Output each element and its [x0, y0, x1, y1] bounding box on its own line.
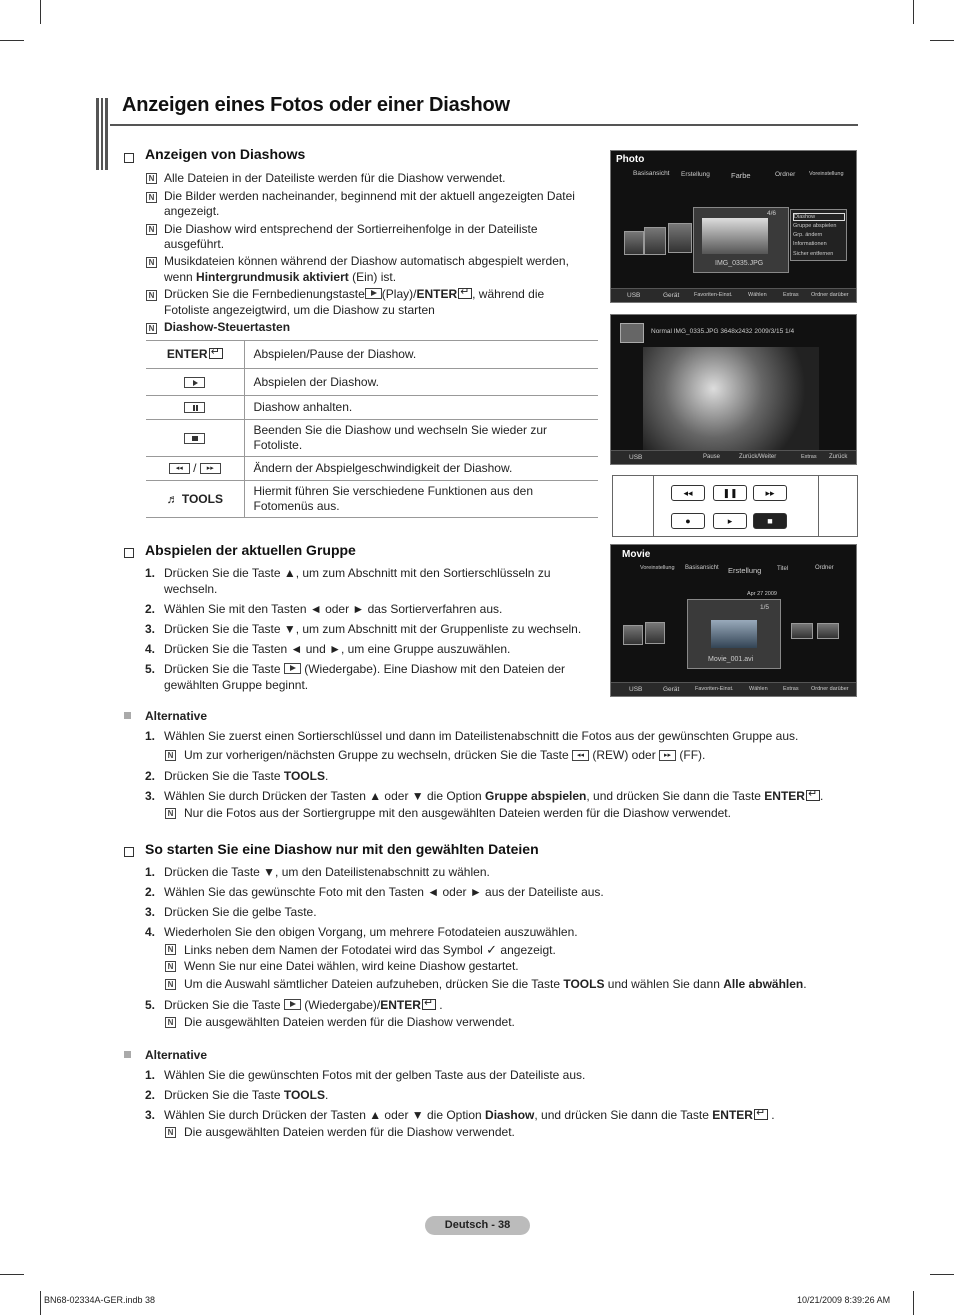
image-info: Normal IMG_0335.JPG 3648x2432 2009/3/15 1/4 — [651, 328, 795, 335]
pause-button-icon — [184, 402, 205, 413]
bar-label: Extras — [783, 686, 799, 692]
header-rule — [110, 124, 858, 126]
note: ausgeführt. — [164, 237, 225, 251]
step: Drücken Sie die Taste ▼, um zum Abschnitt mit der Gruppenliste zu wechseln. — [164, 622, 582, 636]
note: Die Diashow wird entsprechend der Sortierreihenfolge in der Dateiliste — [164, 222, 538, 236]
step-number: 5. — [145, 998, 156, 1012]
bar-label: Favoriten-Einst. — [694, 292, 733, 298]
rew-button-icon: ◂◂ — [169, 463, 190, 474]
note-icon: N — [165, 750, 176, 761]
bar-label: Extras — [801, 454, 817, 460]
stop-button-icon — [184, 433, 205, 444]
table-cell: Abspielen der Diashow. — [244, 369, 598, 396]
thumbnail — [624, 231, 644, 255]
step-number: 1. — [145, 1068, 156, 1082]
section-heading-selected: So starten Sie eine Diashow nur mit den gewählten Dateien — [145, 841, 539, 857]
note-icon: N — [165, 961, 176, 972]
screen-tab: Basisansicht — [633, 170, 670, 177]
table-cell: Diashow anhalten. — [244, 396, 598, 420]
note-icon: N — [146, 173, 157, 184]
bar-label: Ordner darüber — [811, 292, 849, 298]
note-icon: N — [146, 224, 157, 235]
note-icon: N — [165, 979, 176, 990]
menu-item[interactable]: Sicher entfernen — [793, 251, 834, 257]
step: Drücken Sie die Taste (Wiedergabe)/ENTER↵ . — [164, 998, 443, 1014]
stop-button-icon: ■ — [753, 513, 787, 529]
table-cell: Abspielen/Pause der Diashow. — [244, 341, 598, 369]
note-icon: N — [146, 192, 157, 203]
step: Drücken Sie die Taste ▲, um zum Abschnitt mit den Sortierschlüsseln zu — [164, 566, 551, 580]
step-number: 2. — [145, 602, 156, 616]
note: Diashow-Steuertasten — [164, 320, 291, 334]
stop-key-cell — [146, 420, 244, 457]
tools-key-cell: ♬ TOOLS — [146, 481, 244, 518]
file-name: IMG_0335.JPG — [715, 260, 764, 267]
bar-label: Favoriten-Einst. — [695, 686, 734, 692]
screen-tab: Voreinstellung — [809, 171, 844, 177]
step: Wiederholen Sie den obigen Vorgang, um mehrere Fotodateien auszuwählen. — [164, 925, 578, 939]
alternative-label: Alternative — [145, 1048, 208, 1062]
step: Wählen Sie zuerst einen Sortierschlüssel und dann im Dateilistenabschnitt die Fotos aus der gewünschten Gruppe aus. — [164, 729, 799, 743]
step: Wählen Sie durch Drücken der Tasten ▲ oder ▼ die Option Diashow, und drücken Sie dann die Taste ENTER↵ . — [164, 1108, 775, 1124]
menu-item[interactable]: Informationen — [793, 241, 827, 247]
thumbnail — [644, 227, 666, 255]
thumbnail — [645, 622, 665, 644]
screen-bottom-bar — [611, 682, 856, 696]
file-name: Movie_001.avi — [708, 656, 754, 663]
note-icon: N — [146, 323, 157, 334]
note: Musikdateien können während der Diashow automatisch abgespielt werden, — [164, 254, 569, 268]
note-icon: N — [165, 1017, 176, 1028]
note: Links neben dem Namen der Fotodatei wird das Symbol ✓ angezeigt. — [184, 942, 556, 957]
step: Wählen Sie durch Drücken der Tasten ▲ oder ▼ die Option Gruppe abspielen, und drücken Sie dann die Taste ENTER↵ . — [164, 789, 823, 805]
bullet-square-icon — [124, 712, 131, 719]
step-number: 1. — [145, 865, 156, 879]
play-button-icon: ▸ — [713, 513, 747, 529]
step: Wählen Sie das gewünschte Foto mit den Tasten ◄ oder ► aus der Dateiliste aus. — [164, 885, 604, 899]
enter-key-icon — [806, 790, 820, 801]
page-number-badge: Deutsch - 38 — [425, 1216, 530, 1235]
table-cell: Ändern der Abspielgeschwindigkeit der Diashow. — [244, 457, 598, 481]
bar-label: Zurück/Weiter — [739, 454, 777, 460]
screen-tab: Farbe — [731, 171, 751, 180]
pause-button-icon: ❚❚ — [713, 485, 747, 501]
step-number: 1. — [145, 729, 156, 743]
screen-tab: Ordner — [775, 171, 796, 178]
bar-label: USB — [629, 454, 643, 461]
rew-button-icon: ◂◂ — [572, 750, 589, 761]
screen-title: Movie — [622, 549, 651, 560]
screen-tab: Basisansicht — [685, 565, 719, 571]
slideshow-icon — [620, 323, 644, 343]
note: wenn Hintergrundmusik aktiviert (Ein) ist. — [164, 270, 397, 284]
enter-key-icon — [422, 999, 436, 1010]
note-icon: N — [165, 944, 176, 955]
remote-illustration — [612, 475, 858, 537]
step-number: 1. — [145, 566, 156, 580]
screen-tab: Erstellung — [681, 171, 710, 178]
menu-item[interactable]: Diashow — [793, 213, 845, 221]
bar-label: Gerät — [663, 292, 680, 299]
play-key-icon — [284, 999, 301, 1010]
note-icon: N — [146, 290, 157, 301]
step-number: 2. — [145, 769, 156, 783]
step-number: 5. — [145, 662, 156, 676]
step: wechseln. — [164, 582, 218, 596]
record-button-icon: ● — [671, 513, 705, 529]
step-number: 3. — [145, 789, 156, 803]
note: Drücken Sie die Fernbedienungstaste (Play)/ENTER↵ , während die — [164, 287, 544, 303]
movie-browser-screenshot — [610, 544, 857, 697]
note: Nur die Fotos aus der Sortiergruppe mit den ausgewählten Dateien werden für die Diashow verwendet. — [184, 806, 731, 820]
slideshow-screenshot — [610, 314, 857, 465]
table-cell: Hiermit führen Sie verschiedene Funktionen aus den Fotomenüs aus. — [244, 481, 598, 518]
step-number: 4. — [145, 642, 156, 656]
photo-browser-screenshot — [610, 150, 857, 303]
note: Fotoliste angezeigtwird, um die Diashow zu starten — [164, 303, 435, 317]
bar-label: USB — [629, 686, 643, 693]
bar-label: Ordner darüber — [811, 686, 849, 692]
checkbox-icon — [124, 847, 134, 857]
play-key-icon — [284, 663, 301, 674]
step: Wählen Sie mit den Tasten ◄ oder ► das Sortierverfahren aus. — [164, 602, 503, 616]
note-icon: N — [146, 257, 157, 268]
screen-bottom-bar — [611, 288, 856, 302]
table-cell: Beenden Sie die Diashow und wechseln Sie wieder zur Fotoliste. — [244, 420, 598, 457]
checkmark-icon: ✓ — [486, 942, 498, 957]
file-count: 4/6 — [767, 210, 777, 217]
enter-key-icon — [209, 348, 223, 359]
step-number: 3. — [145, 905, 156, 919]
preview-image — [711, 620, 757, 648]
bullet-square-icon — [124, 1051, 131, 1058]
rew-button-icon: ◂◂ — [671, 485, 705, 501]
screen-bottom-bar — [611, 450, 856, 464]
play-key-icon — [365, 288, 382, 299]
bar-label: Extras — [783, 292, 799, 298]
step: Drücken Sie die Taste (Wiedergabe). Eine Diashow mit den Dateien der — [164, 662, 565, 676]
note: Um zur vorherigen/nächsten Gruppe zu wechseln, drücken Sie die Taste ◂◂ (REW) oder ▸▸ (FF). — [184, 748, 706, 762]
screen-tab: Erstellung — [728, 566, 762, 575]
thumbnail — [817, 623, 839, 639]
note: Wenn Sie nur eine Datei wählen, wird keine Diashow gestartet. — [184, 959, 519, 973]
enter-key-cell: ENTER↵ — [146, 341, 244, 369]
step-number: 3. — [145, 1108, 156, 1122]
step-number: 2. — [145, 1088, 156, 1102]
screen-tab: Voreinstellung — [640, 565, 675, 571]
rew-ff-key-cell: ◂◂ / ▸▸ — [146, 457, 244, 481]
header-bars — [96, 98, 110, 170]
step-number: 3. — [145, 622, 156, 636]
step: Drücken die Taste ▼, um den Dateilistenabschnitt zu wählen. — [164, 865, 490, 879]
ff-button-icon: ▸▸ — [753, 485, 787, 501]
ff-button-icon: ▸▸ — [659, 750, 676, 761]
control-keys-table — [146, 340, 598, 518]
file-count: 1/5 — [760, 604, 770, 611]
step: Drücken Sie die Taste TOOLS. — [164, 1088, 329, 1102]
step: gewählten Gruppe beginnt. — [164, 678, 309, 692]
step: Drücken Sie die Tasten ◄ und ►, um eine Gruppe auszuwählen. — [164, 642, 511, 656]
note-icon: N — [165, 1127, 176, 1138]
enter-key-icon — [754, 1109, 768, 1120]
step: Drücken Sie die Taste TOOLS. — [164, 769, 329, 783]
thumbnail — [668, 223, 692, 253]
step-number: 2. — [145, 885, 156, 899]
step: Wählen Sie die gewünschten Fotos mit der gelben Taste aus der Dateiliste aus. — [164, 1068, 586, 1082]
ff-button-icon: ▸▸ — [200, 463, 221, 474]
play-key-cell — [146, 369, 244, 396]
section-heading-diashows: Anzeigen von Diashows — [145, 146, 306, 162]
selected-file-panel — [687, 599, 781, 669]
step: Drücken Sie die gelbe Taste. — [164, 905, 317, 919]
footer-file: BN68-02334A-GER.indb 38 — [44, 1295, 156, 1305]
section-heading-group: Abspielen der aktuellen Gruppe — [145, 542, 356, 558]
footer-date: 10/21/2009 8:39:26 AM — [797, 1295, 891, 1305]
checkbox-icon — [124, 548, 134, 558]
note: Die Bilder werden nacheinander, beginnend mit der aktuell angezeigten Datei — [164, 189, 575, 203]
selected-file-panel — [693, 207, 789, 273]
tools-menu — [790, 209, 847, 261]
slideshow-image — [643, 347, 819, 451]
thumbnail — [791, 623, 813, 639]
note: Um die Auswahl sämtlicher Dateien aufzuheben, drücken Sie die Taste TOOLS und wählen Sie dann Alle abwählen. — [184, 977, 807, 991]
bar-label: Pause — [703, 454, 721, 460]
screen-tab: Ordner — [815, 565, 834, 571]
menu-item[interactable]: Gruppe abspielen — [793, 223, 837, 229]
note-icon: N — [165, 808, 176, 819]
note: angezeigt. — [164, 204, 220, 218]
note: Die ausgewählten Dateien werden für die Diashow verwendet. — [184, 1015, 515, 1029]
screen-tab: Titel — [777, 566, 789, 572]
alternative-label: Alternative — [145, 709, 208, 723]
note: Alle Dateien in der Dateiliste werden für die Diashow verwendet. — [164, 171, 506, 185]
checkbox-icon — [124, 153, 134, 163]
pause-key-cell — [146, 396, 244, 420]
bar-label: Zurück — [829, 454, 848, 460]
bar-label: Gerät — [663, 686, 680, 693]
page-title: Anzeigen eines Fotos oder einer Diashow — [122, 94, 510, 116]
tools-icon: ♬ — [166, 491, 179, 506]
note: Die ausgewählten Dateien werden für die Diashow verwendet. — [184, 1125, 515, 1139]
preview-image — [702, 218, 768, 254]
step-number: 4. — [145, 925, 156, 939]
menu-item[interactable]: Grp. ändern — [793, 232, 823, 238]
group-date: Apr 27 2009 — [747, 591, 777, 597]
play-button-icon — [184, 377, 205, 388]
bar-label: Wählen — [748, 292, 767, 298]
bar-label: USB — [627, 292, 641, 299]
bar-label: Wählen — [749, 686, 768, 692]
enter-key-icon — [458, 288, 472, 299]
screen-title: Photo — [616, 154, 645, 165]
thumbnail — [623, 625, 643, 645]
